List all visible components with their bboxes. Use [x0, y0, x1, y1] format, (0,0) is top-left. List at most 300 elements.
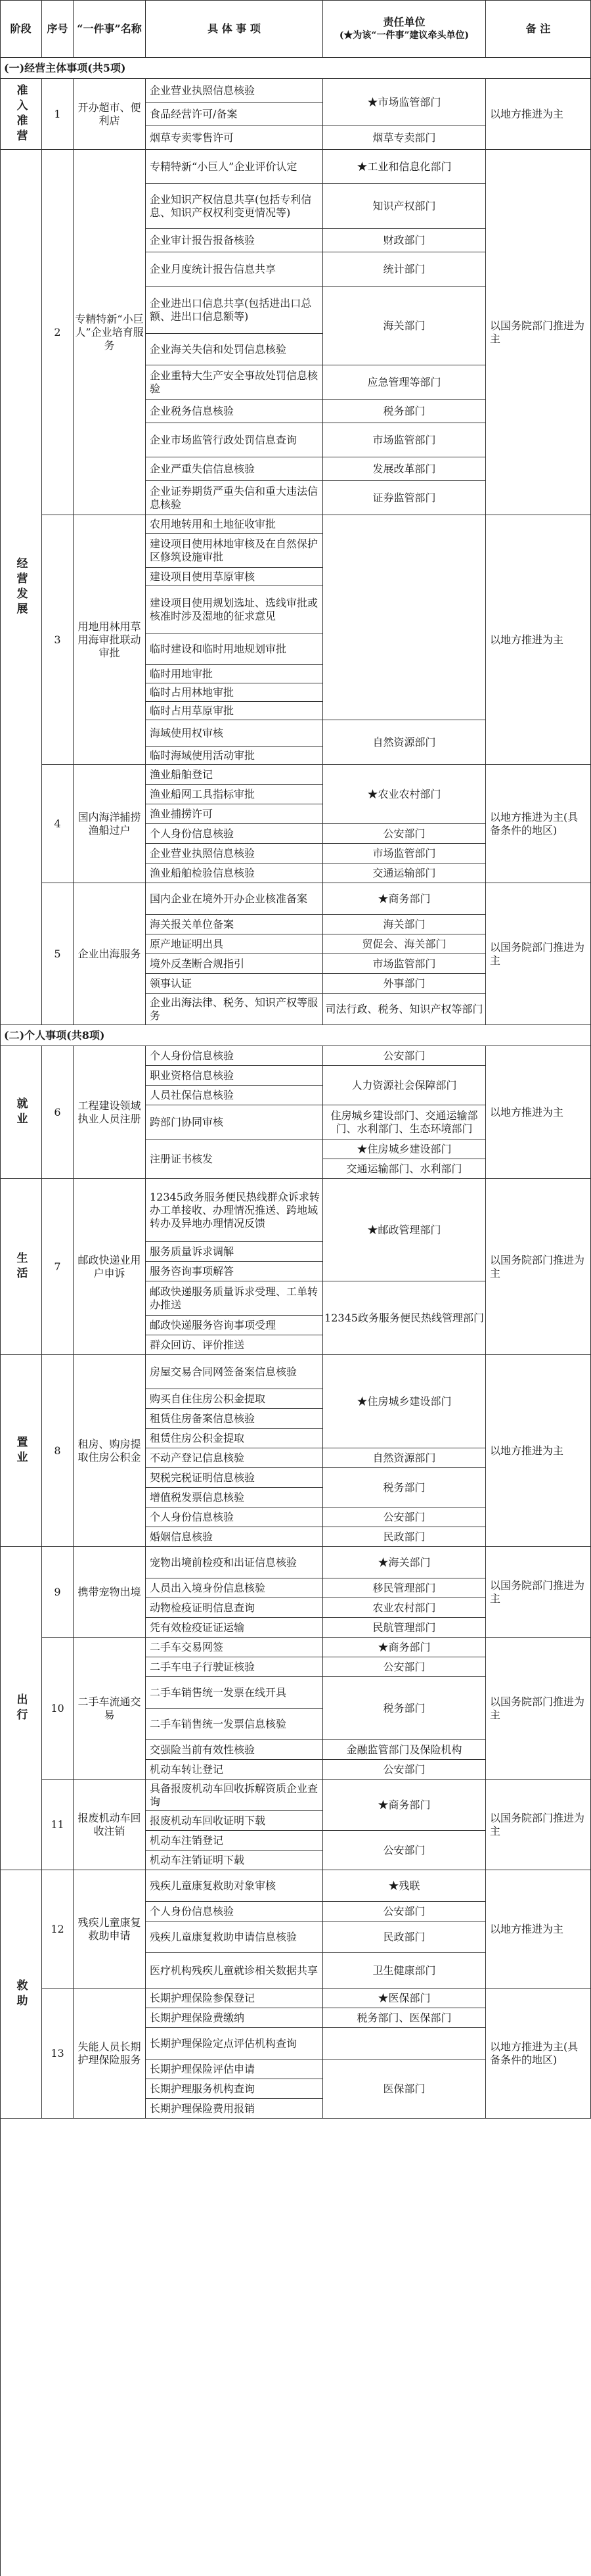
detail-item — [146, 1507, 323, 1527]
detail-item-text: 临时建设和临时用地规划审批 — [150, 642, 287, 655]
responsible-unit — [323, 1870, 486, 1902]
item-name-text: 邮政快递业用户申诉 — [77, 1253, 141, 1279]
responsible-unit-text: ★残联 — [388, 1879, 420, 1892]
item-seq — [42, 1989, 74, 2119]
stage-label: 生活 — [14, 1251, 28, 1282]
detail-item-text: 机动车转让登记 — [150, 1762, 224, 1776]
item-remark-text: 以国务院部门推进为主 — [490, 1253, 585, 1279]
item-remark — [486, 150, 591, 515]
item-seq — [42, 1179, 74, 1355]
detail-item — [146, 1527, 323, 1547]
responsible-unit — [323, 1159, 486, 1179]
item-name-text: 开办超市、便利店 — [77, 101, 141, 127]
header-seq — [42, 0, 74, 58]
item-name — [74, 1780, 146, 1870]
detail-item-text: 长期护理保险评估申请 — [150, 2062, 255, 2075]
item-remark-text: 以地方推进为主 — [490, 633, 564, 646]
detail-item-text: 企业出海法律、税务、知识产权等服务 — [150, 996, 318, 1022]
responsible-unit-text: 海关部门 — [383, 917, 426, 931]
detail-item — [146, 1902, 323, 1921]
item-seq-text: 1 — [54, 107, 61, 120]
item-seq-text: 12 — [51, 1922, 64, 1935]
responsible-unit-text: 公安部门 — [383, 1660, 426, 1673]
stage-label: 置业 — [14, 1435, 28, 1466]
detail-item-text: 建设项目使用规划选址、选线审批或核准时涉及湿地的征求意见 — [150, 596, 318, 622]
responsible-unit — [323, 1105, 486, 1139]
detail-item — [146, 994, 323, 1025]
detail-item — [146, 2099, 323, 2119]
responsible-unit — [323, 824, 486, 844]
responsible-unit — [323, 765, 486, 824]
detail-item-text: 企业营业执照信息核验 — [150, 83, 255, 97]
responsible-unit-text: 证券监管部门 — [372, 491, 436, 504]
item-remark — [486, 1547, 591, 1638]
detail-item-text: 长期护理保险参保登记 — [150, 1991, 255, 2004]
detail-item-text: 跨部门协同审核 — [150, 1115, 224, 1128]
detail-item-text: 人员社保信息核验 — [150, 1088, 234, 1101]
section-heading-text: (二)个人事项(共8项) — [4, 1028, 105, 1042]
item-seq — [42, 1638, 74, 1780]
responsible-unit — [323, 365, 486, 400]
header-responsible — [323, 0, 486, 58]
responsible-unit — [323, 1902, 486, 1921]
detail-item — [146, 1598, 323, 1618]
item-name — [74, 1870, 146, 1989]
responsible-unit-text: ★工业和信息化部门 — [357, 160, 452, 173]
stage-cell — [0, 1179, 42, 1355]
detail-item — [146, 1468, 323, 1488]
detail-item-text: 个人身份信息核验 — [150, 1049, 234, 1062]
item-seq-text: 11 — [51, 1818, 64, 1831]
detail-item-text: 海关报关单位备案 — [150, 917, 234, 931]
detail-item — [146, 1780, 323, 1811]
item-name-text: 租房、购房提取住房公积金 — [77, 1437, 141, 1463]
responsible-unit-text: ★邮政管理部门 — [367, 1223, 441, 1236]
detail-item-text: 宠物出境前检疫和出证信息核验 — [150, 1555, 297, 1569]
stage-cell — [0, 1547, 42, 1870]
detail-item-text: 具备报废机动车回收拆解资质企业查询 — [150, 1782, 318, 1808]
detail-item-text: 邮政快递服务质量诉求受理、工单转办推送 — [150, 1285, 318, 1311]
detail-item-text: 企业证券期货严重失信和重大违法信息核验 — [150, 484, 318, 511]
header-stage-text: 阶段 — [10, 22, 32, 35]
detail-item — [146, 252, 323, 287]
item-remark — [486, 1638, 591, 1780]
responsible-unit-text: 交通运输部门、水利部门 — [346, 1162, 462, 1175]
responsible-unit — [323, 720, 486, 765]
responsible-unit — [323, 954, 486, 974]
detail-item — [146, 126, 323, 150]
detail-item-text: 原产地证明出具 — [150, 937, 224, 950]
detail-item-text: 渔业捕捞许可 — [150, 807, 213, 820]
detail-item-text: 国内企业在境外开办企业核准备案 — [150, 892, 308, 905]
detail-item-text: 渔业船舶检验信息核验 — [150, 866, 255, 879]
header-remark — [486, 0, 591, 58]
item-seq — [42, 765, 74, 883]
item-name — [74, 1179, 146, 1355]
detail-item-text: 服务质量诉求调解 — [150, 1245, 234, 1258]
responsible-unit-text: 交通运输部门 — [372, 866, 436, 879]
detail-item — [146, 457, 323, 481]
detail-item-text: 动物检疫证明信息查询 — [150, 1601, 255, 1614]
item-seq — [42, 79, 74, 150]
responsible-unit-text: ★商务部门 — [378, 1798, 431, 1811]
detail-item-text: 渔业船舶登记 — [150, 768, 213, 781]
section-heading — [0, 58, 591, 79]
responsible-unit — [323, 1507, 486, 1527]
detail-item — [146, 1989, 323, 2008]
detail-item-text: 领事认证 — [150, 977, 192, 990]
detail-item — [146, 665, 323, 683]
responsible-unit-text: 税务部门 — [383, 404, 426, 417]
responsible-unit-text: ★农业农村部门 — [367, 787, 441, 800]
detail-item — [146, 586, 323, 633]
detail-item-text: 个人身份信息核验 — [150, 827, 234, 840]
detail-item — [146, 150, 323, 184]
detail-item — [146, 883, 323, 915]
item-seq-text: 7 — [54, 1260, 61, 1273]
detail-item-text: 二手车交易网签 — [150, 1640, 224, 1653]
detail-item-text: 企业进出口信息共享(包括进出口总额、进出口信息额等) — [150, 296, 312, 323]
detail-item-text: 报废机动车回收证明下载 — [150, 1814, 266, 1827]
detail-item-text: 建设项目使用草原审核 — [150, 570, 255, 583]
responsible-unit — [323, 1953, 486, 1989]
item-remark — [486, 1870, 591, 1989]
item-remark-text: 以国务院部门推进为主 — [490, 1578, 585, 1605]
detail-item — [146, 1316, 323, 1335]
detail-item-text: 残疾儿童康复救助申请信息核验 — [150, 1930, 297, 1943]
detail-item-text: 企业审计报告报备核验 — [150, 233, 255, 246]
detail-item-text: 企业月度统计报告信息共享 — [150, 262, 276, 275]
detail-item — [146, 1638, 323, 1657]
responsible-unit — [323, 1139, 486, 1159]
item-remark — [486, 1989, 591, 2119]
detail-item — [146, 1870, 323, 1902]
detail-item-text: 农用地转用和土地征收审批 — [150, 517, 276, 530]
responsible-unit-text: 金融监管部门及保险机构 — [346, 1743, 462, 1756]
detail-item — [146, 1921, 323, 1953]
item-remark — [486, 1355, 591, 1547]
responsible-unit — [323, 883, 486, 915]
detail-item-text: 长期护理保险费用报销 — [150, 2102, 255, 2115]
detail-item-text: 临时用地审批 — [150, 667, 213, 680]
detail-item — [146, 2079, 323, 2099]
responsible-unit-text: 市场监管部门 — [372, 433, 436, 446]
detail-item-text: 医疗机构残疾儿童就诊相关数据共享 — [150, 1964, 318, 1977]
detail-item-text: 二手车销售统一发票信息核验 — [150, 1717, 287, 1730]
detail-item — [146, 1355, 323, 1389]
header-item-text: “一件事”名称 — [77, 22, 142, 35]
responsible-unit-text: 财政部门 — [383, 233, 426, 246]
item-name-text: 失能人员长期护理保险服务 — [77, 2040, 141, 2066]
responsible-unit-text: 公安部门 — [383, 1049, 426, 1062]
item-seq-text: 3 — [54, 633, 61, 646]
responsible-unit — [323, 229, 486, 252]
responsible-unit-text: ★住房城乡建设部门 — [357, 1142, 452, 1155]
detail-item-text: 婚姻信息核验 — [150, 1530, 213, 1543]
detail-item — [146, 915, 323, 934]
responsible-unit — [323, 1547, 486, 1578]
responsible-unit — [323, 1355, 486, 1448]
detail-item-text: 个人身份信息核验 — [150, 1904, 234, 1918]
detail-item-text: 12345政务服务便民热线群众诉求转办工单接收、办理情况推送、跨地域转办及异地办理情况反馈 — [150, 1190, 320, 1230]
stage-label: 就业 — [14, 1097, 28, 1128]
responsible-unit-text: 医保部门 — [383, 2082, 426, 2095]
responsible-unit — [323, 974, 486, 994]
responsible-unit — [323, 1578, 486, 1598]
item-name-text: 报废机动车回收注销 — [77, 1811, 141, 1837]
detail-item — [146, 568, 323, 586]
detail-item-text: 凭有效检疫证证运输 — [150, 1621, 245, 1634]
detail-item — [146, 954, 323, 974]
detail-item — [146, 1105, 323, 1139]
detail-item — [146, 824, 323, 844]
item-remark-text: 以地方推进为主(具备条件的地区) — [490, 2040, 579, 2066]
detail-item — [146, 804, 323, 824]
detail-item-text: 租赁住房公积金提取 — [150, 1431, 245, 1444]
responsible-unit — [323, 252, 486, 287]
detail-item-text: 租赁住房备案信息核验 — [150, 1412, 255, 1425]
responsible-unit-text: 市场监管部门 — [372, 957, 436, 970]
item-name — [74, 765, 146, 883]
detail-item — [146, 1578, 323, 1598]
detail-item — [146, 1618, 323, 1638]
detail-item-text: 企业市场监管行政处罚信息查询 — [150, 433, 297, 446]
header-resp_main: 责任单位 — [383, 15, 426, 28]
item-remark — [486, 1780, 591, 1870]
responsible-unit — [323, 1780, 486, 1831]
detail-item-text: 二手车销售统一发票在线开具 — [150, 1686, 287, 1699]
responsible-unit — [323, 915, 486, 934]
detail-item — [146, 534, 323, 568]
item-name-text: 携带宠物出境 — [77, 1585, 141, 1598]
responsible-unit — [323, 2028, 486, 2059]
responsible-unit — [323, 1066, 486, 1105]
item-remark-text: 以国务院部门推进为主 — [490, 1695, 585, 1721]
detail-item-text: 长期护理保险费缴纳 — [150, 2011, 245, 2024]
responsible-unit — [323, 934, 486, 954]
item-name-text: 国内海洋捕捞渔船过户 — [77, 810, 141, 837]
item-seq — [42, 1547, 74, 1638]
responsible-unit-text: 知识产权部门 — [372, 199, 436, 212]
item-seq — [42, 150, 74, 515]
responsible-unit-text: 公安部门 — [383, 1843, 426, 1856]
item-seq-text: 9 — [54, 1585, 61, 1598]
responsible-unit — [323, 457, 486, 481]
detail-item — [146, 1547, 323, 1578]
responsible-unit-text: 移民管理部门 — [372, 1581, 436, 1594]
responsible-unit — [323, 150, 486, 184]
item-seq-text: 8 — [54, 1444, 61, 1457]
section-heading-text: (一)经营主体事项(共5项) — [4, 61, 126, 74]
detail-item-text: 增值税发票信息核验 — [150, 1490, 245, 1504]
responsible-unit-text: ★市场监管部门 — [367, 95, 441, 108]
responsible-unit — [323, 1527, 486, 1547]
item-remark — [486, 79, 591, 150]
detail-item — [146, 1429, 323, 1448]
item-remark — [486, 515, 591, 765]
detail-item — [146, 400, 323, 423]
detail-item-text: 房屋交易合同网签备案信息核验 — [150, 1365, 297, 1378]
responsible-unit — [323, 1831, 486, 1870]
responsible-unit-text: 公安部门 — [383, 827, 426, 840]
detail-item — [146, 1086, 323, 1105]
responsible-unit-text: 公安部门 — [383, 1904, 426, 1918]
detail-item — [146, 1488, 323, 1507]
detail-item-text: 临时占用林地审批 — [150, 685, 234, 699]
responsible-unit-text: 发展改革部门 — [372, 462, 436, 475]
detail-item-text: 机动车注销登记 — [150, 1833, 224, 1847]
item-remark-text: 以国务院部门推进为主 — [490, 940, 585, 967]
responsible-unit-text: 税务部门 — [383, 1481, 426, 1494]
detail-item — [146, 702, 323, 720]
item-name-text: 残疾儿童康复救助申请 — [77, 1916, 141, 1942]
detail-item-text: 长期护理服务机构查询 — [150, 2082, 255, 2095]
stage-cell — [0, 1355, 42, 1547]
detail-item — [146, 1066, 323, 1086]
header-item — [74, 0, 146, 58]
detail-item — [146, 423, 323, 457]
detail-item-text: 企业重特大生产安全事故处罚信息核验 — [150, 369, 318, 395]
item-name-text: 用地用林用草用海审批联动审批 — [77, 620, 141, 659]
detail-item — [146, 1831, 323, 1851]
responsible-unit — [323, 1598, 486, 1618]
responsible-unit — [323, 1677, 486, 1740]
detail-item-text: 渔业船网工具指标审批 — [150, 787, 255, 800]
item-remark-text: 以地方推进为主(具备条件的地区) — [490, 810, 579, 837]
detail-item — [146, 1760, 323, 1780]
detail-item-text: 不动产登记信息核验 — [150, 1451, 245, 1464]
detail-item — [146, 720, 323, 747]
responsible-unit — [323, 1657, 486, 1677]
detail-item-text: 企业营业执照信息核验 — [150, 846, 255, 860]
section-heading — [0, 1025, 591, 1046]
item-remark-text: 以地方推进为主 — [490, 1922, 564, 1935]
responsible-unit — [323, 844, 486, 863]
item-name — [74, 1355, 146, 1547]
detail-item — [146, 2059, 323, 2079]
item-name-text: 工程建设领域执业人员注册 — [77, 1099, 141, 1125]
detail-item-text: 企业海关失信和处罚信息核验 — [150, 342, 287, 356]
header-detail — [146, 0, 323, 58]
responsible-unit — [323, 184, 486, 229]
responsible-unit-text: 住房城乡建设部门、交通运输部门、水利部门、生态环境部门 — [330, 1109, 478, 1135]
responsible-unit-text: 民政部门 — [383, 1930, 426, 1943]
detail-item — [146, 1139, 323, 1179]
item-seq-text: 10 — [51, 1701, 64, 1714]
detail-item-text: 食品经营许可/备案 — [150, 107, 238, 120]
detail-item — [146, 1242, 323, 1262]
detail-item-text: 烟草专卖零售许可 — [150, 131, 234, 144]
item-seq — [42, 515, 74, 765]
detail-item — [146, 79, 323, 103]
item-remark-text: 以国务院部门推进为主 — [490, 319, 585, 345]
responsible-unit-text: ★医保部门 — [378, 1991, 431, 2004]
detail-item — [146, 683, 323, 702]
detail-item — [146, 1448, 323, 1468]
responsible-unit-text: 烟草专卖部门 — [372, 131, 436, 144]
header-resp_sub: (★为该“一件事”建议牵头单位) — [339, 30, 470, 41]
detail-item — [146, 1281, 323, 1316]
stage-cell — [0, 150, 42, 1025]
item-name — [74, 1638, 146, 1780]
detail-item — [146, 1740, 323, 1760]
responsible-unit-text: 人力资源社会保障部门 — [351, 1078, 457, 1092]
stage-label: 救助 — [14, 1979, 28, 2010]
responsible-unit-text: 海关部门 — [383, 319, 426, 332]
detail-item — [146, 765, 323, 785]
detail-item-text: 海域使用权审核 — [150, 726, 224, 739]
detail-item — [146, 1677, 323, 1709]
responsible-unit-text: 市场监管部门 — [372, 846, 436, 860]
detail-item — [146, 934, 323, 954]
responsible-unit — [323, 79, 486, 126]
responsible-unit-text: 自然资源部门 — [372, 1451, 436, 1464]
detail-item-text: 长期护理保险定点评估机构查询 — [150, 2036, 297, 2050]
responsible-unit — [323, 423, 486, 457]
responsible-unit-text: 税务部门、医保部门 — [357, 2011, 452, 2024]
detail-item — [146, 1262, 323, 1281]
detail-item-text: 注册证书核发 — [150, 1152, 213, 1165]
detail-item-text: 交强险当前有效性核验 — [150, 1743, 255, 1756]
item-remark-text: 以国务院部门推进为主 — [490, 1811, 585, 1837]
item-name — [74, 1547, 146, 1638]
responsible-unit-text: 自然资源部门 — [372, 735, 436, 748]
detail-item-text: 境外反垄断合规指引 — [150, 957, 245, 970]
detail-item — [146, 184, 323, 229]
responsible-unit — [323, 481, 486, 515]
detail-item — [146, 287, 323, 334]
stage-cell — [0, 79, 42, 150]
responsible-unit — [323, 1989, 486, 2008]
detail-item — [146, 2028, 323, 2059]
responsible-unit-text: 税务部门 — [383, 1701, 426, 1714]
item-name — [74, 1989, 146, 2119]
detail-item — [146, 633, 323, 665]
item-remark — [486, 765, 591, 883]
item-name — [74, 79, 146, 150]
responsible-unit — [323, 1281, 486, 1355]
detail-item-text: 残疾儿童康复救助对象审核 — [150, 1879, 276, 1892]
responsible-unit-text: 司法行政、税务、知识产权等部门 — [325, 1002, 483, 1015]
responsible-unit — [323, 1638, 486, 1657]
detail-item-text: 个人身份信息核验 — [150, 1510, 234, 1523]
responsible-unit-text: 应急管理等部门 — [367, 375, 441, 388]
responsible-unit-text: ★住房城乡建设部门 — [357, 1394, 452, 1408]
item-remark — [486, 1179, 591, 1355]
responsible-unit-text: ★商务部门 — [378, 1640, 431, 1653]
responsible-unit — [323, 1740, 486, 1760]
responsible-unit-text: 卫生健康部门 — [372, 1964, 436, 1977]
detail-item — [146, 1335, 323, 1355]
item-seq-text: 13 — [51, 2046, 64, 2059]
stage-label: 经营发展 — [14, 557, 28, 618]
responsible-unit — [323, 863, 486, 883]
item-seq-text: 2 — [54, 325, 61, 338]
detail-item-text: 企业知识产权信息共享(包括专利信息、知识产权权利变更情况等) — [150, 193, 312, 219]
item-name — [74, 150, 146, 515]
detail-item-text: 购买自住住房公积金提取 — [150, 1392, 266, 1405]
detail-item-text: 临时占用草原审批 — [150, 704, 234, 717]
responsible-unit — [323, 1468, 486, 1507]
responsible-unit — [323, 400, 486, 423]
responsible-unit-text: 统计部门 — [383, 262, 426, 275]
responsible-unit — [323, 515, 486, 720]
detail-item — [146, 1709, 323, 1740]
item-seq — [42, 883, 74, 1025]
detail-item — [146, 229, 323, 252]
item-remark — [486, 883, 591, 1025]
responsible-unit-text: 贸促会、海关部门 — [362, 937, 447, 950]
